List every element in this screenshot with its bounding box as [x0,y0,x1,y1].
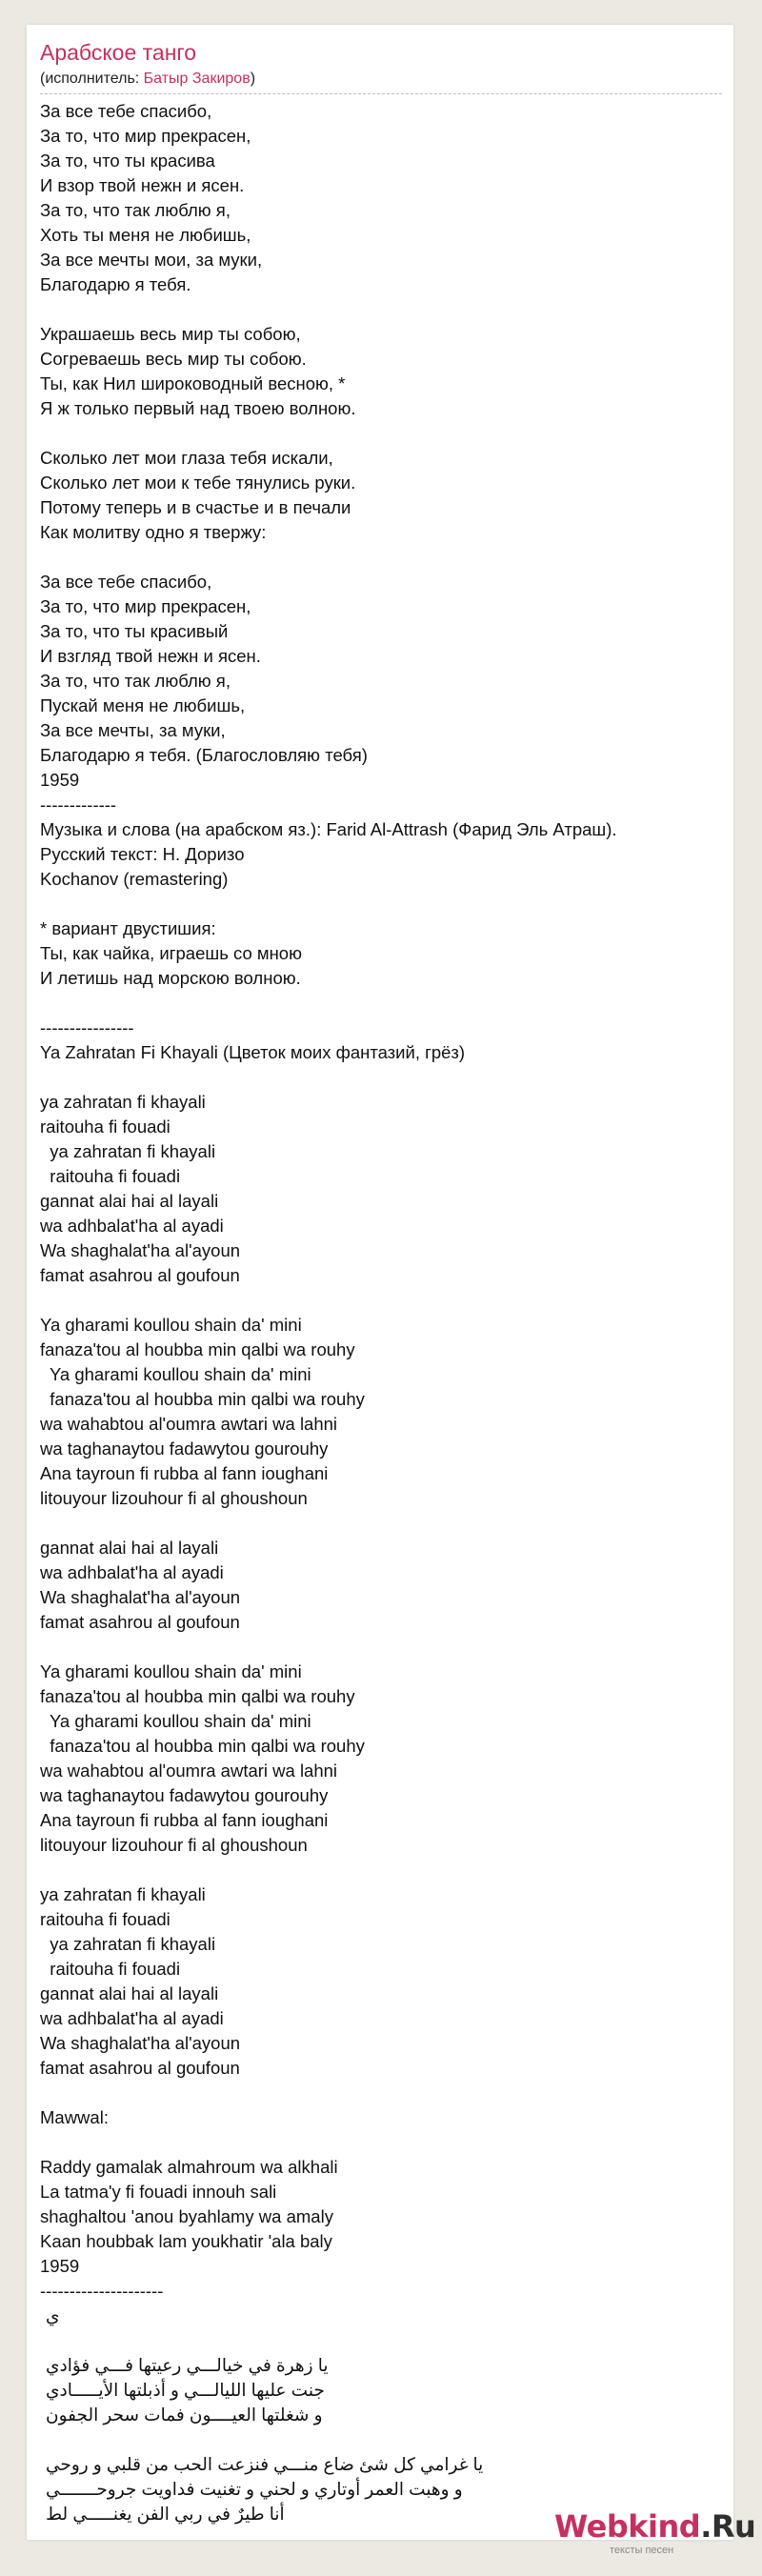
lyric-line: 1959 [40,770,80,790]
lyric-line: يا غرامي كل شئ ضاع منـــي فنزعت الحب من قلبي و روحي [46,2454,484,2474]
lyric-line: gannat alai hai al layali [40,1191,219,1211]
lyric-line: Хоть ты меня не любишь, [40,225,251,245]
lyric-line: shaghaltou 'anou byahlamy wa amaly [40,2206,333,2226]
lyric-line: Согреваешь весь мир ты собою. [40,349,307,369]
lyric-line: ي [46,2305,60,2325]
lyric-line: И взор твой нежн и ясен. [40,175,245,195]
lyric-line: Wa shaghalat'ha al'ayoun [40,1240,241,1260]
lyric-line: Wa shaghalat'ha al'ayoun [40,2033,241,2053]
lyric-line: و وهبت العمر أوتاري و لحني و تغنيت فداويت جروحـــــــي [46,2479,463,2499]
lyric-line: Mawwal: [40,2107,109,2127]
lyric-line: За все мечты мои, за муки, [40,250,263,270]
lyric-line: Ya Zahratan Fi Khayali (Цветок моих фантазий, грёз) [40,1042,466,1062]
blank-line [40,297,722,322]
lyric-line: famat asahrou al goufoun [40,1612,240,1632]
lyric-line: Ya gharami koullou shain da' mini [40,1661,302,1681]
blank-line [40,2130,722,2155]
lyric-line: * вариант двустишия: [40,918,216,938]
blank-line [40,545,722,570]
performer-link[interactable]: Батыр Закиров [143,70,251,87]
lyric-line: litouyour lizouhour fi al ghoushoun [40,1488,308,1508]
lyric-line: Ya gharami koullou shain da' mini [40,1711,311,1731]
blank-line [40,421,722,446]
watermark-tld: .Ru [700,2508,756,2545]
page-title: Арабское танго [40,40,197,65]
lyric-line: wa taghanaytou fadawytou gourouhy [40,1785,329,1805]
lyric-line: Ya gharami koullou shain da' mini [40,1364,311,1384]
performer-line [40,70,255,89]
blank-line [40,1858,722,1882]
lyrics-card [27,25,733,2540]
lyric-line: Потому теперь и в счастье и в печали [40,497,351,517]
performer-suffix: ) [250,70,256,87]
lyric-line: ------------- [40,795,117,815]
lyric-line: wa adhbalat'ha al ayadi [40,1216,224,1236]
webkind-watermark [554,2508,756,2560]
lyric-line: Ты, как Нил широководный весною, * [40,373,346,393]
blank-line [40,991,722,1016]
performer-prefix: (исполнитель: [40,70,144,87]
watermark-logo [554,2508,756,2545]
lyric-line: Русский текст: Н. Доризо [40,844,245,864]
lyric-line: Ana tayroun fi rubba al fann ioughani [40,1463,329,1483]
lyric-line: Музыка и слова (на арабском яз.): Farid Al-Attrash (Фарид Эль Атраш). [40,819,617,839]
lyric-line: Украшаешь весь мир ты собою, [40,324,301,344]
lyric-line: Сколько лет мои к тебе тянулись руки. [40,473,356,493]
lyric-line: 1959 [40,2256,80,2276]
lyric-line: ya zahratan fi khayali [40,1934,216,1954]
lyric-line: جنت عليها الليالـــي و أذبلتها الأيـــــادي [46,2380,325,2400]
lyric-line: За то, что ты красивый [40,621,229,641]
lyric-line: За все тебе спасибо, [40,572,212,592]
lyric-line: ---------------- [40,1017,134,1037]
blank-line [40,2328,722,2353]
lyric-line: Благодарю я тебя. [40,274,191,294]
blank-line [40,2081,722,2105]
lyric-line: litouyour lizouhour fi al ghoushoun [40,1835,308,1855]
lyric-line: wa wahabtou al'oumra awtari wa lahni [40,1761,338,1781]
lyric-line: За то, что мир прекрасен, [40,596,251,616]
lyric-line: Kaan houbbak lam youkhatir 'ala baly [40,2231,332,2251]
lyric-line: Благодарю я тебя. (Благословляю тебя) [40,745,368,765]
lyric-line: raitouha fi fouadi [40,1959,181,1979]
lyric-line: ya zahratan fi khayali [40,1141,216,1161]
lyric-line: За то, что мир прекрасен, [40,126,251,146]
lyric-line: gannat alai hai al layali [40,1538,219,1558]
lyric-line: Я ж только первый над твоею волною. [40,398,356,418]
lyric-line: За все мечты, за муки, [40,720,226,740]
lyrics-text [40,99,722,2526]
lyric-line: Wa shaghalat'ha al'ayoun [40,1587,241,1607]
lyric-line: fanaza'tou al houbba min qalbi wa rouhy [40,1339,355,1359]
lyric-line: ya zahratan fi khayali [40,1092,206,1112]
lyric-line: famat asahrou al goufoun [40,2058,240,2078]
watermark-tagline: тексты песен [610,2545,674,2556]
lyric-line: wa adhbalat'ha al ayadi [40,1562,224,1582]
blank-line [40,1288,722,1313]
lyric-line: Kochanov (remastering) [40,869,229,889]
lyric-line: fanaza'tou al houbba min qalbi wa rouhy [40,1389,365,1409]
lyric-line: wa taghanaytou fadawytou gourouhy [40,1439,329,1459]
lyric-line: За то, что ты красива [40,151,215,171]
lyric-line: La tatma'y fi fouadi innouh sali [40,2182,277,2202]
lyric-line: gannat alai hai al layali [40,1983,219,2003]
lyric-line: raitouha fi fouadi [40,1117,170,1137]
blank-line [40,1511,722,1536]
title-divider [40,93,722,94]
lyric-line: fanaza'tou al houbba min qalbi wa rouhy [40,1686,355,1706]
lyric-line: wa wahabtou al'oumra awtari wa lahni [40,1414,338,1434]
lyric-line: За все тебе спасибо, [40,101,212,121]
lyric-line: و شغلتها العيــــون فمات سحر الجفون [46,2405,323,2425]
lyric-line: أنا طيرٌ في ربي الفن يغنـــــي لط [46,2504,285,2524]
blank-line [40,2427,722,2452]
lyric-line: raitouha fi fouadi [40,1166,181,1186]
lyric-line: Ya gharami koullou shain da' mini [40,1315,302,1335]
lyric-line: Как молитву одно я твержу: [40,522,267,542]
lyric-line: --------------------- [40,2281,164,2301]
watermark-brand: Webkind [554,2508,701,2545]
lyric-line: Сколько лет мои глаза тебя искали, [40,448,333,468]
lyric-line: famat asahrou al goufoun [40,1265,240,1285]
lyric-line: يا زهرة في خيالـــي رعيتها فـــي فؤادي [46,2355,329,2375]
lyric-line: wa adhbalat'ha al ayadi [40,2008,224,2028]
lyric-line: И летишь над морскою волною. [40,968,301,988]
lyric-line: Ana tayroun fi rubba al fann ioughani [40,1810,329,1830]
blank-line [40,892,722,916]
lyric-line: raitouha fi fouadi [40,1909,170,1929]
lyric-line: Ты, как чайка, играешь со мною [40,943,302,963]
lyric-line: fanaza'tou al houbba min qalbi wa rouhy [40,1736,365,1756]
lyric-line: Raddy gamalak almahroum wa alkhali [40,2157,338,2177]
lyric-line: ya zahratan fi khayali [40,1884,206,1904]
lyric-line: За то, что так люблю я, [40,671,231,691]
blank-line [40,1635,722,1660]
lyric-line: И взгляд твой нежн и ясен. [40,646,261,666]
lyric-line: Пускай меня не любишь, [40,695,246,715]
lyric-line: За то, что так люблю я, [40,200,231,220]
blank-line [40,1065,722,1090]
